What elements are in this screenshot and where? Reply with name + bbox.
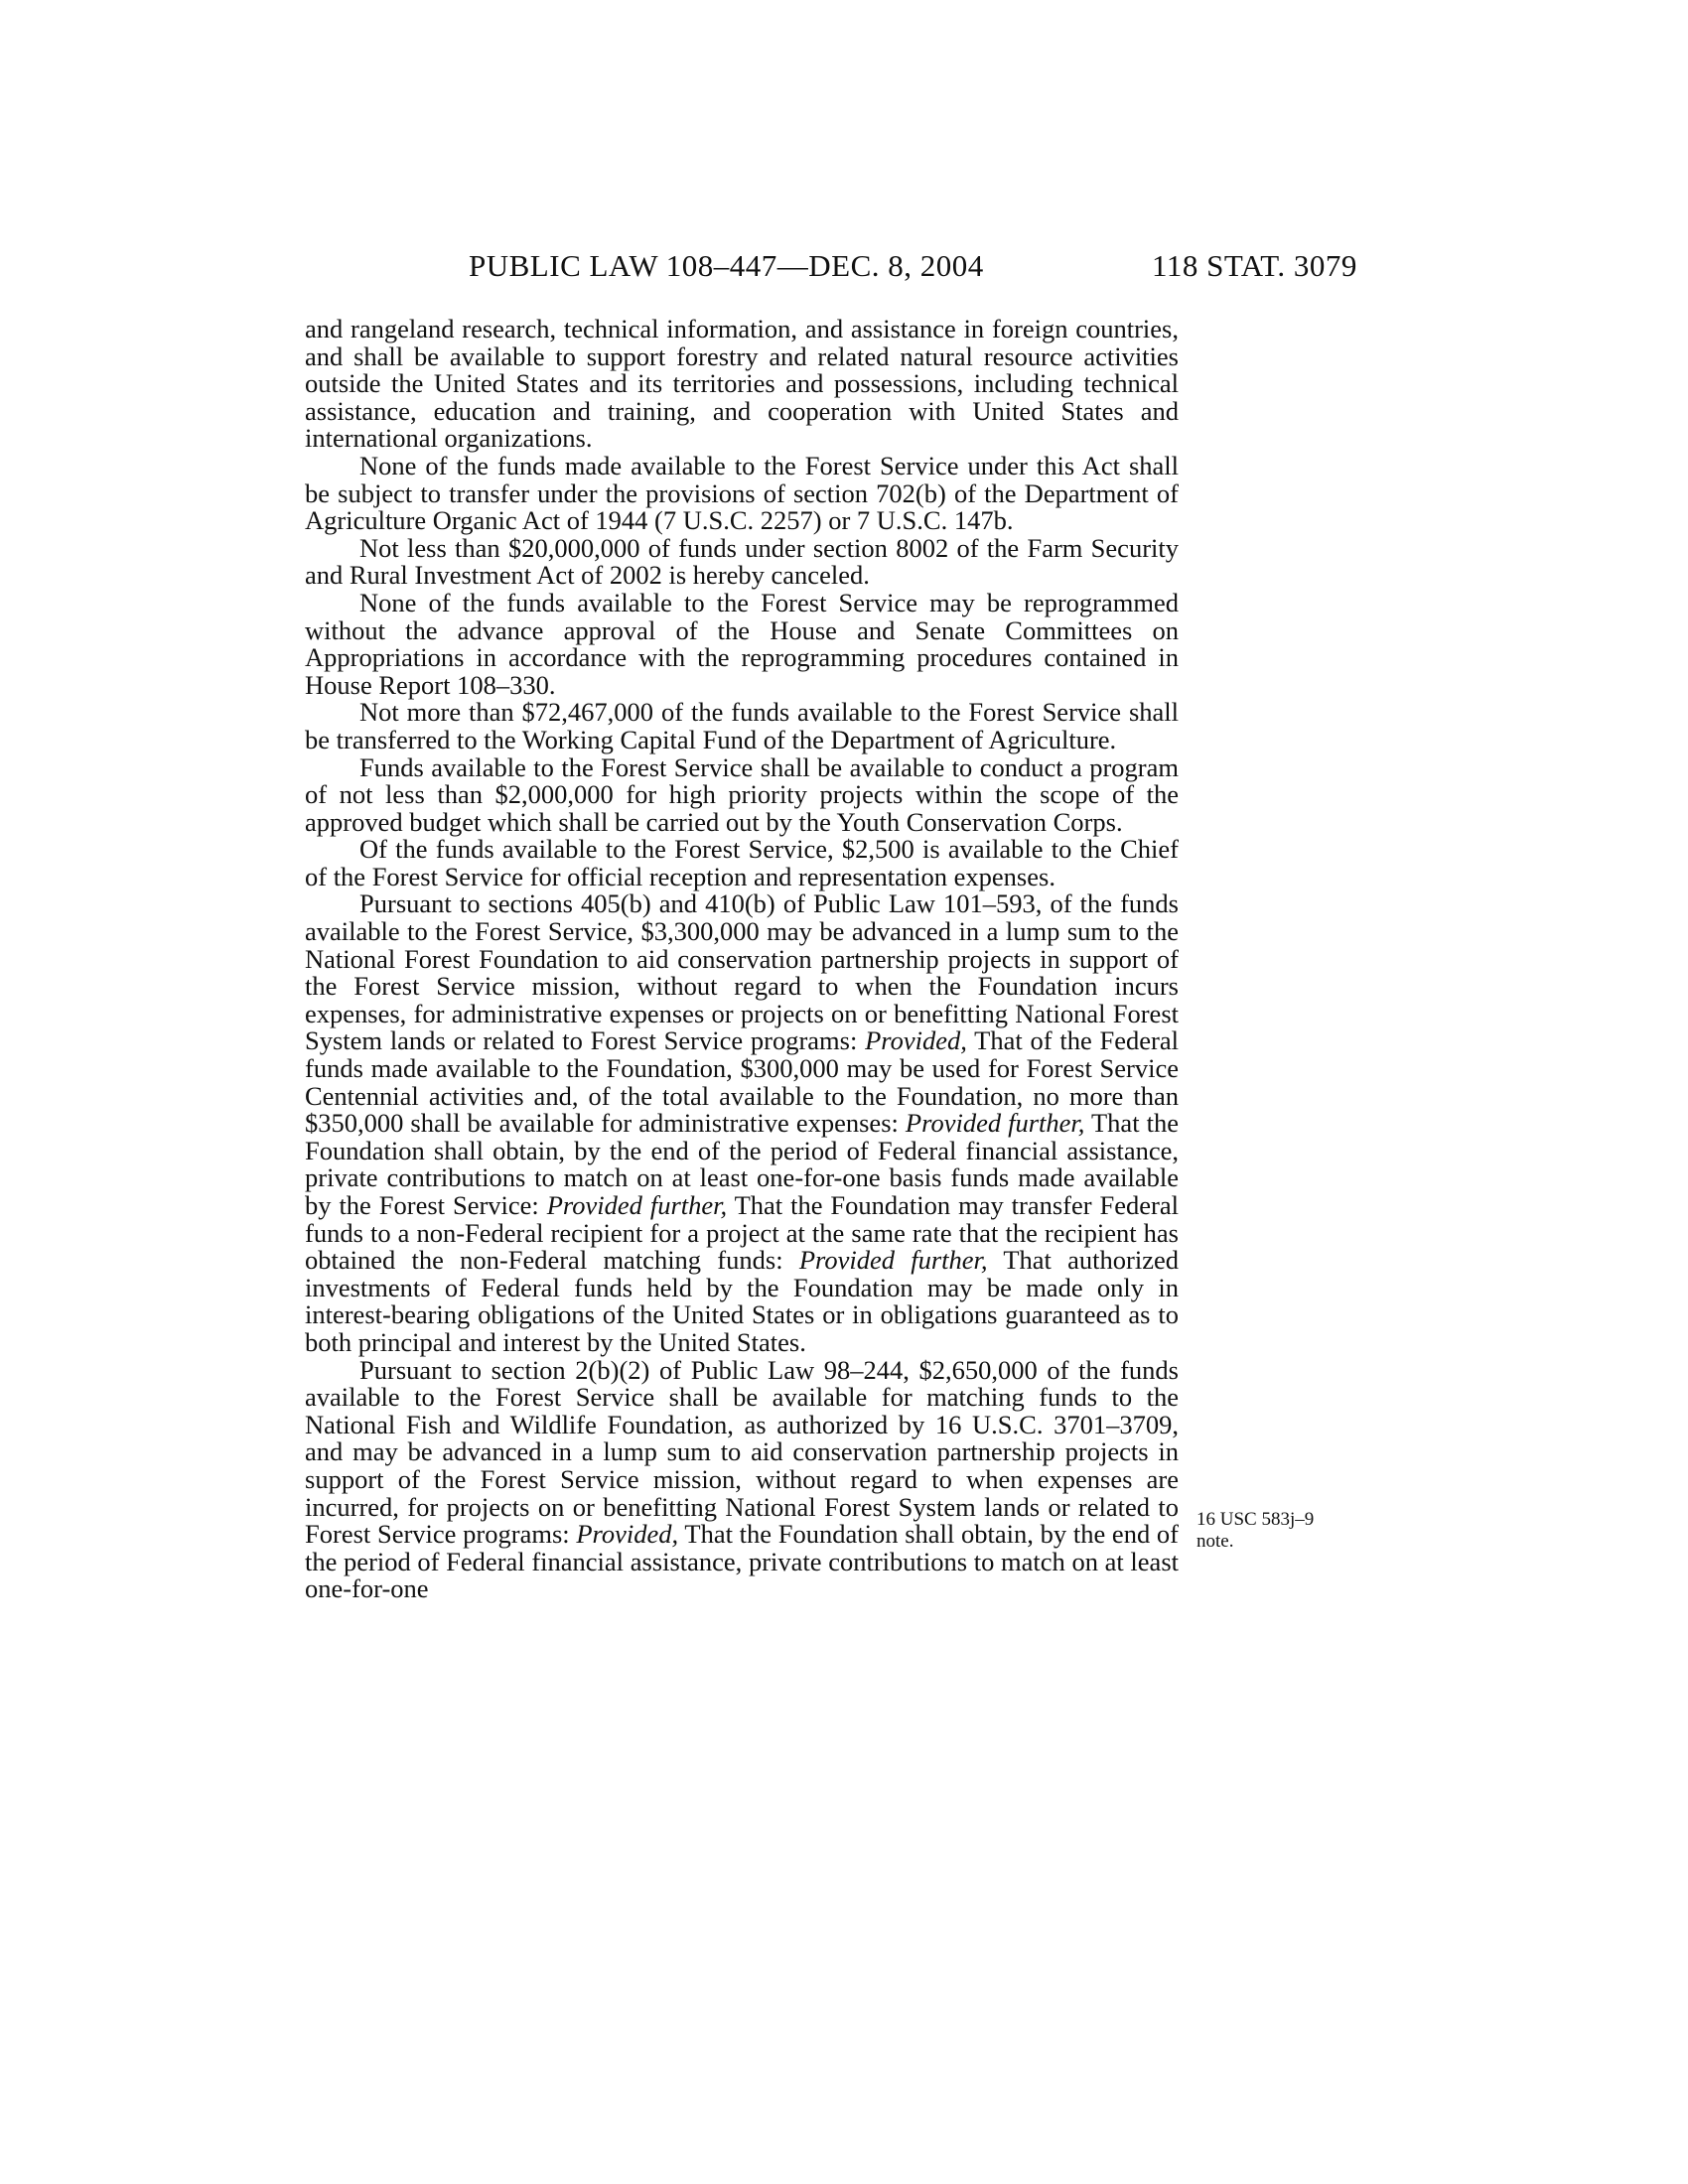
text-segment: That the Foundation shall obtain, by the end of the period of Federal financial assistance, private contributions to match on at least one-for-one bbox=[305, 1519, 1179, 1604]
paragraph bbox=[305, 450, 1179, 536]
statute-page-number: 118 STAT. 3079 bbox=[1152, 248, 1357, 283]
proviso-text: Provided further, bbox=[546, 1190, 728, 1220]
paragraph bbox=[305, 699, 1179, 753]
text-segment: None of the funds available to the Forest Service may be reprogrammed without the advance approval of the House and Senate Committees on Appropriations in accordance with the reprogramming procedures contained in House Report 108–330. bbox=[305, 587, 1179, 700]
margin-citation-note bbox=[1196, 1509, 1395, 1553]
proviso-text: Provided further, bbox=[905, 1108, 1085, 1139]
text-segment: Pursuant to section 2(b)(2) of Public Law 98–244, $2,650,000 of the funds available to the Forest Service shall be available for matching funds to the National Fish and Wildlife Foundation, as authorized by 16 U.S.C. 3701–3709, and may be advanced in a lump sum to aid conservation partnership projects in support of the Forest Service mission, without regard to when expenses are incurred, for projects on or benefitting National Forest System lands or related to Forest Service programs: bbox=[305, 1354, 1179, 1550]
text-segment: That the Foundation shall obtain, by the end of the period of Federal financial assistance, private contributions to match on at least one-for-one basis funds made available by the Forest Service: bbox=[305, 1108, 1179, 1220]
proviso-text: Provided further, bbox=[798, 1245, 988, 1276]
paragraph bbox=[305, 1354, 1179, 1604]
text-segment: That authorized investments of Federal funds held by the Foundation may be made only in interest-bearing obligations of the United States or in obligations guaranteed as to both principal and interest by the United States. bbox=[305, 1245, 1179, 1357]
text-segment: Not less than $20,000,000 of funds under section 8002 of the Farm Security and Rural Investment Act of 2002 is hereby canceled. bbox=[305, 532, 1179, 591]
margin-citation-suffix: note. bbox=[1196, 1531, 1234, 1552]
law-title: PUBLIC LAW 108–447—DEC. 8, 2004 bbox=[469, 248, 984, 283]
page-header bbox=[0, 248, 1688, 288]
text-segment: None of the funds made available to the Forest Service under this Act shall be subject to transfer under the provisions of section 702(b) of the Department of Agriculture Organic Act of 1944 (7 U.S.C. 2257) or 7 U.S.C. 147b. bbox=[305, 450, 1179, 536]
text-segment: Not more than $72,467,000 of the funds available to the Forest Service shall be transferred to the Working Capital Fund of the Department of Agriculture. bbox=[305, 697, 1179, 754]
text-segment: and rangeland research, technical information, and assistance in foreign countries, and shall be available to support forestry and related natural resource activities outside the United States and its territories and possessions, including technical assistance, education and training, and cooperation with United States and international organizations. bbox=[305, 314, 1179, 454]
paragraph bbox=[305, 751, 1179, 837]
proviso-text: Provided, bbox=[865, 1025, 967, 1056]
paragraph bbox=[305, 836, 1179, 890]
paragraph bbox=[305, 532, 1179, 591]
margin-citation: 16 USC 583j–9 bbox=[1196, 1509, 1315, 1530]
text-segment: That of the Federal funds made available to the Foundation, $300,000 may be used for Forest Service Centennial activities and, of the total available to the Foundation, no more than $350,000 shall be available for administrative expenses: bbox=[305, 1025, 1179, 1139]
proviso-text: Provided, bbox=[576, 1519, 679, 1550]
paragraph bbox=[305, 316, 1179, 453]
text-segment: That the Foundation may transfer Federal funds to a non-Federal recipient for a project at the same rate that the recipient has obtained the non-Federal matching funds: bbox=[305, 1190, 1179, 1276]
paragraph bbox=[305, 587, 1179, 700]
paragraph bbox=[305, 890, 1179, 1356]
text-segment: Funds available to the Forest Service shall be available to conduct a program of not less than $2,000,000 for high priority projects within the scope of the approved budget which shall be carried out by the Youth Conservation Corps. bbox=[305, 751, 1179, 837]
text-segment: Of the funds available to the Forest Service, $2,500 is available to the Chief of the Forest Service for official reception and representation expenses. bbox=[305, 834, 1179, 891]
text-segment: Pursuant to sections 405(b) and 410(b) of Public Law 101–593, of the funds available to the Forest Service, $3,300,000 may be advanced in a lump sum to the National Forest Foundation to aid conservation partnership projects in support of the Forest Service mission, without regard to when the Foundation incurs expenses, for administrative expenses or projects on or benefitting National Forest System lands or related to Forest Service programs: bbox=[305, 888, 1179, 1056]
law-body-text bbox=[305, 316, 1179, 1603]
